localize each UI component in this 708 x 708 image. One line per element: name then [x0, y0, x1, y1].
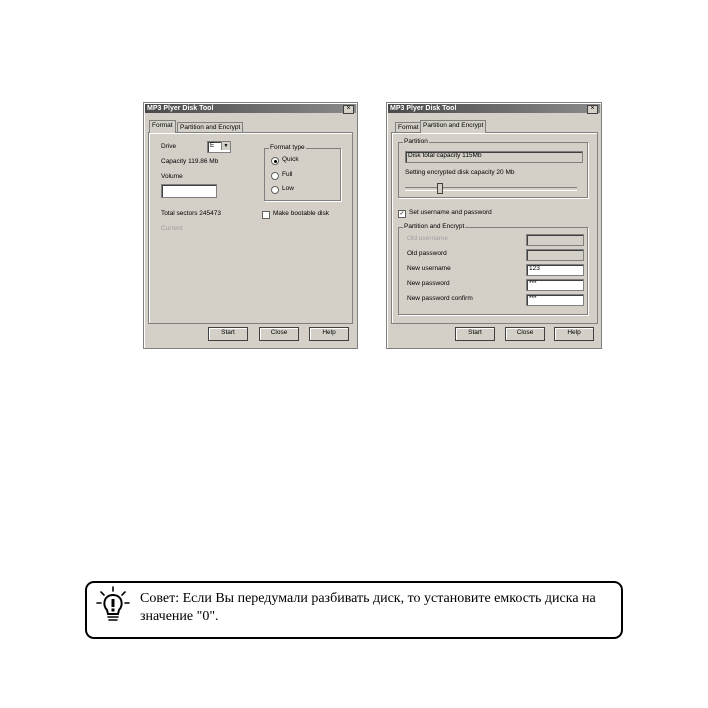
old-username-label: Old username [407, 235, 448, 242]
volume-label: Volume [161, 173, 183, 180]
window-title: MP3 Plyer Disk Tool [390, 105, 457, 112]
help-button[interactable]: Help [309, 327, 349, 341]
encrypt-group [398, 223, 588, 315]
capacity-slider-thumb[interactable] [437, 183, 443, 194]
new-username-label: New username [407, 265, 451, 272]
capacity-slider-track[interactable] [405, 187, 577, 191]
volume-input[interactable] [161, 184, 217, 198]
radio-quick[interactable] [271, 157, 279, 165]
tab-partition-encrypt[interactable]: Partition and Encrypt [420, 120, 486, 133]
disk-total-field: Disk total capacity 115Mb [405, 151, 583, 163]
tab-partition-encrypt[interactable]: Partition and Encrypt [177, 122, 243, 133]
radio-low-label: Low [282, 185, 294, 192]
encrypted-capacity-text: Setting encrypted disk capacity 20 Mb [405, 169, 515, 176]
old-password-field [526, 249, 584, 261]
old-password-label: Old password [407, 250, 447, 257]
current-label: Current [161, 225, 183, 232]
radio-low[interactable] [271, 186, 279, 194]
radio-full-label: Full [282, 171, 293, 178]
partition-group [398, 138, 588, 198]
title-bar[interactable] [388, 104, 600, 113]
chevron-down-icon[interactable]: ▼ [221, 142, 230, 150]
tab-panel [148, 132, 353, 324]
tip-text: Совет: Если Вы передумали разбивать диск, то установите емкость диска на значение "0". [140, 591, 596, 624]
drive-value: E [210, 142, 215, 149]
format-dialog [143, 102, 358, 349]
bootable-label: Make bootable disk [273, 210, 330, 217]
new-password-label: New password [407, 280, 450, 287]
start-button[interactable]: Start [455, 327, 495, 341]
close-button[interactable]: Close [505, 327, 545, 341]
confirm-password-label: New password confirm [407, 295, 473, 302]
set-user-label: Set username and password [409, 209, 492, 216]
bootable-checkbox[interactable] [262, 211, 270, 219]
new-username-field[interactable]: 123 [526, 264, 584, 276]
capacity-text: Capacity 119.86 Mb [161, 158, 219, 165]
radio-full[interactable] [271, 172, 279, 180]
partition-legend: Partition [404, 138, 428, 145]
tab-format[interactable]: Format [149, 120, 176, 133]
lightbulb-icon [96, 586, 130, 626]
window-title: MP3 Plyer Disk Tool [147, 105, 214, 112]
encrypt-legend: Partition and Encrypt [404, 223, 465, 230]
old-username-field [526, 234, 584, 246]
start-button[interactable]: Start [208, 327, 248, 341]
partition-dialog [386, 102, 602, 349]
format-type-group [264, 144, 341, 201]
close-icon[interactable]: × [343, 105, 354, 114]
close-icon[interactable]: × [587, 105, 598, 114]
drive-label: Drive [161, 143, 177, 150]
total-sectors-text: Total sectors 245473 [161, 210, 221, 217]
close-button[interactable]: Close [259, 327, 299, 341]
radio-quick-label: Quick [282, 156, 299, 163]
drive-select[interactable] [207, 141, 231, 153]
format-type-legend: Format type [270, 144, 305, 151]
title-bar[interactable] [145, 104, 356, 113]
new-password-field[interactable]: *** [526, 279, 584, 291]
set-user-checkbox[interactable]: ✓ [399, 211, 405, 217]
tab-format[interactable]: Format [395, 122, 422, 133]
tab-panel [391, 132, 598, 324]
confirm-password-field[interactable]: *** [526, 294, 584, 306]
help-button[interactable]: Help [554, 327, 594, 341]
